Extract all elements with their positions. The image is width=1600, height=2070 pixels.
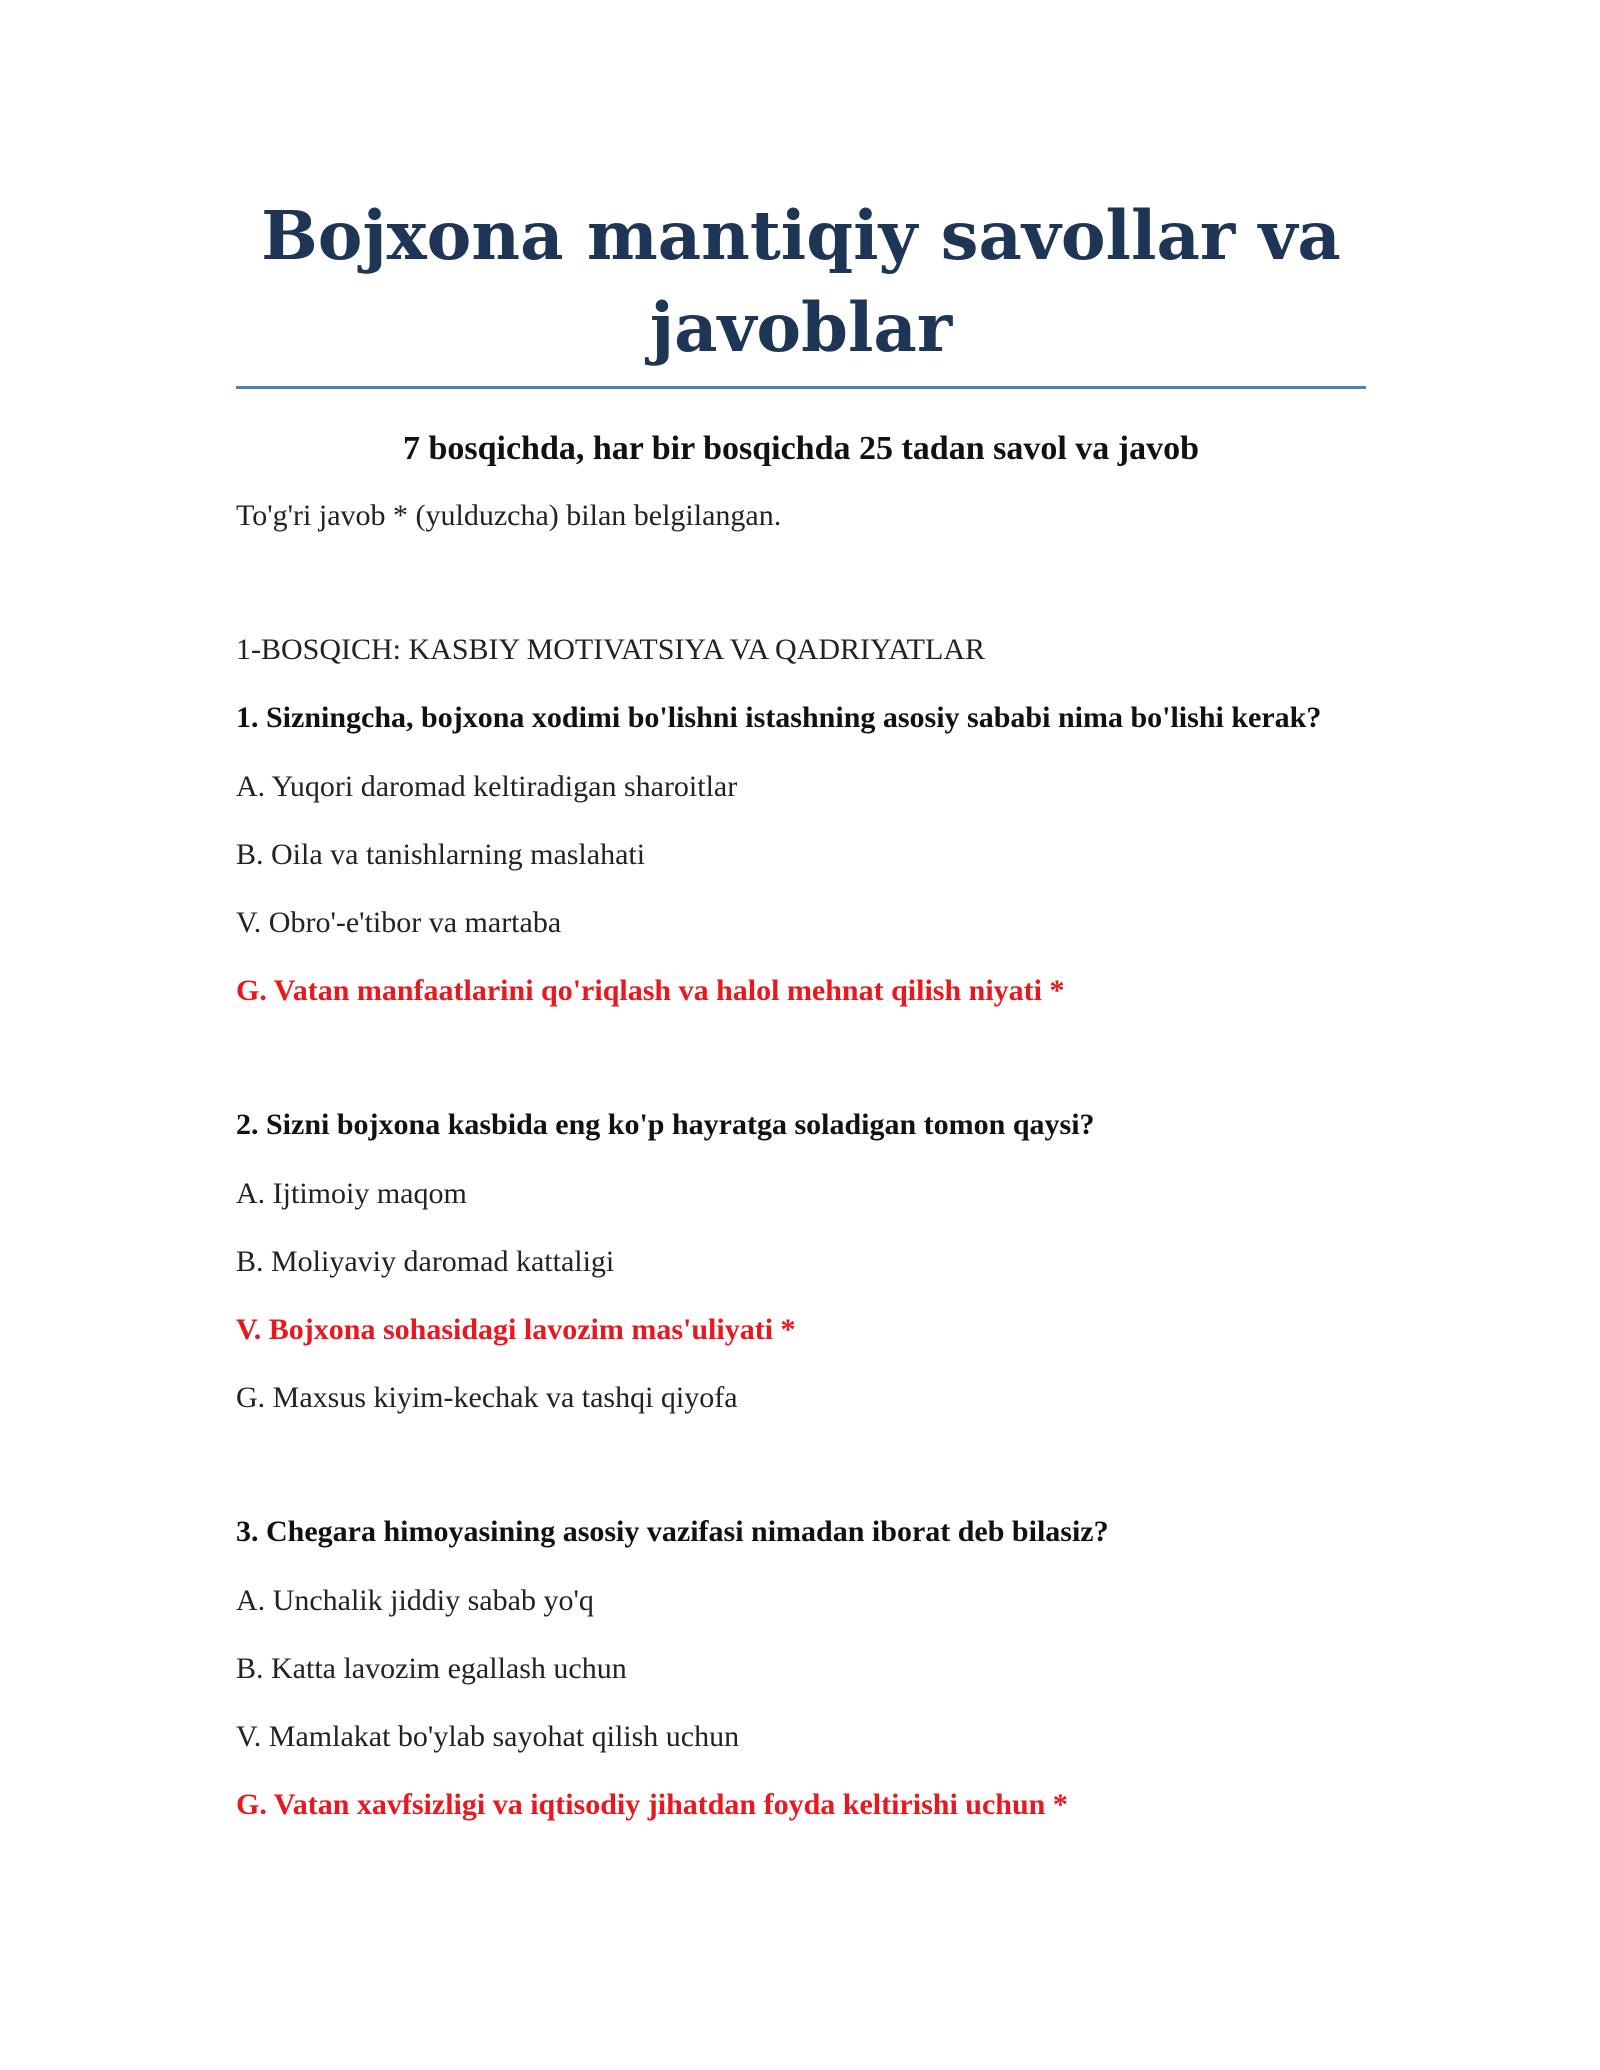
answer-key-note: To'g'ri javob * (yulduzcha) bilan belgilangan. — [236, 499, 782, 532]
correct-answer-option: V. Bojxona sohasidagi lavozim mas'uliyati * — [236, 1313, 796, 1346]
correct-answer-option: G. Vatan xavfsizligi va iqtisodiy jihatdan foyda keltirishi uchun * — [236, 1788, 1068, 1821]
answer-option: A. Ijtimoiy maqom — [236, 1177, 467, 1210]
answer-option: B. Oila va tanishlarning maslahati — [236, 838, 646, 871]
document-title: Bojxona mantiqiy savollar va javoblar — [261, 196, 1341, 367]
answer-option: B. Katta lavozim egallash uchun — [236, 1652, 627, 1685]
answer-option: V. Mamlakat bo'ylab sayohat qilish uchun — [236, 1720, 740, 1753]
correct-answer-option: G. Vatan manfaatlarini qo'riqlash va halol mehnat qilish niyati * — [236, 974, 1065, 1007]
question-block-3 — [236, 1511, 1366, 1824]
document-subtitle: 7 bosqichda, har bir bosqichda 25 tadan savol va javob — [402, 430, 1200, 467]
document-content — [236, 190, 1366, 1824]
section-heading: 1-BOSQICH: KASBIY MOTIVATSIYA VA QADRIYATLAR — [236, 633, 985, 666]
answer-option: A. Yuqori daromad keltiradigan sharoitlar — [236, 770, 738, 803]
question-text: 2. Sizni bojxona kasbida eng ko'p hayratga soladigan tomon qaysi? — [236, 1108, 1095, 1141]
question-text: 1. Sizningcha, bojxona xodimi bo'lishni istashning asosiy sababi nima bo'lishi kerak? — [236, 701, 1322, 734]
answer-option: B. Moliyaviy daromad kattaligi — [236, 1245, 615, 1278]
title-underline — [236, 386, 1366, 389]
answer-option: V. Obro'-e'tibor va martaba — [236, 906, 562, 939]
question-text: 3. Chegara himoyasining asosiy vazifasi nimadan iborat deb bilasiz? — [236, 1515, 1109, 1548]
answer-option: A. Unchalik jiddiy sabab yo'q — [236, 1584, 594, 1617]
question-block-1 — [236, 697, 1366, 1010]
answer-option: G. Maxsus kiyim-kechak va tashqi qiyofa — [236, 1381, 738, 1414]
question-block-2 — [236, 1104, 1366, 1417]
